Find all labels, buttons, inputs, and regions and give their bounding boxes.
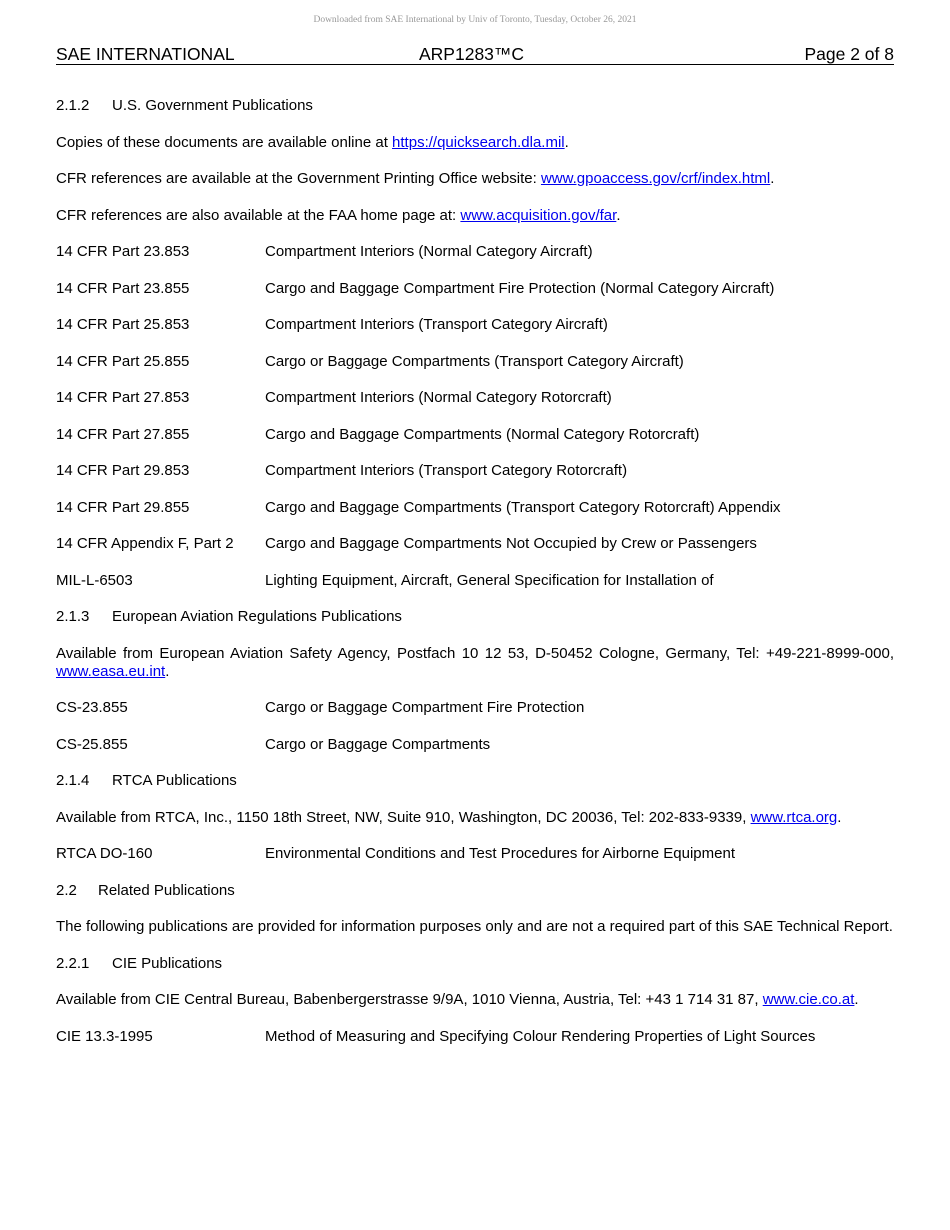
section-title: Related Publications	[98, 881, 235, 899]
reference-title: Cargo and Baggage Compartments Not Occupied by Crew or Passengers	[265, 535, 757, 552]
period: .	[837, 808, 842, 826]
header-page-number: Page 2 of 8	[804, 44, 894, 64]
reference-row	[56, 499, 894, 517]
paragraph-text: CFR references are also available at the FAA home page at:	[56, 206, 461, 224]
reference-row	[56, 353, 894, 371]
paragraph-text: Available from RTCA, Inc., 1150 18th Street, NW, Suite 910, Washington, DC 20036, Tel: 202-833-9339,	[56, 808, 751, 826]
section-heading-2-2-1	[56, 955, 894, 973]
paragraph-text: The following publications are provided for information purposes only and are not a required part of this SAE Technical Report.	[56, 918, 893, 935]
paragraph	[56, 170, 894, 188]
reference-code: CIE 13.3-1995	[56, 1027, 153, 1045]
reference-row	[56, 426, 894, 444]
paragraph-text: CFR references are available at the Government Printing Office website:	[56, 170, 541, 187]
period: .	[165, 662, 170, 680]
reference-row	[56, 535, 894, 553]
period: .	[770, 170, 775, 187]
reference-code: 14 CFR Part 29.853	[56, 462, 190, 479]
page-header	[56, 44, 894, 65]
reference-code: 14 CFR Part 29.855	[56, 498, 190, 516]
reference-title: Compartment Interiors (Transport Category Aircraft)	[265, 316, 608, 333]
section-number: 2.2	[56, 881, 77, 899]
reference-code: 14 CFR Part 25.853	[56, 316, 190, 333]
reference-row	[56, 243, 894, 261]
section-number: 2.1.3	[56, 608, 90, 625]
reference-code: 14 CFR Part 23.853	[56, 243, 190, 260]
section-heading-2-2	[56, 882, 894, 900]
reference-code: 14 CFR Part 27.855	[56, 425, 190, 443]
section-heading-2-1-2	[56, 97, 894, 115]
header-org: SAE INTERNATIONAL	[56, 44, 235, 64]
section-title: RTCA Publications	[112, 772, 237, 789]
reference-code: CS-23.855	[56, 699, 128, 716]
paragraph-text: Available from CIE Central Bureau, Babenbergerstrasse 9/9A, 1010 Vienna, Austria, Tel: +43 1 714 31 87,	[56, 991, 763, 1008]
reference-code: RTCA DO-160	[56, 845, 153, 862]
reference-row	[56, 699, 894, 717]
reference-title: Compartment Interiors (Normal Category Rotorcraft)	[265, 389, 612, 406]
paragraph	[56, 207, 894, 225]
quicksearch-link[interactable]: https://quicksearch.dla.mil	[392, 133, 565, 151]
header-doc-id: ARP1283™C	[419, 44, 525, 64]
reference-code: CS-25.855	[56, 735, 128, 753]
reference-code: MIL-L-6503	[56, 571, 133, 589]
reference-title: Cargo or Baggage Compartment Fire Protection	[265, 699, 585, 716]
reference-row	[56, 280, 894, 298]
reference-row	[56, 316, 894, 334]
reference-title: Cargo and Baggage Compartments (Normal Category Rotorcraft)	[265, 425, 700, 443]
paragraph	[56, 809, 894, 827]
section-heading-2-1-3	[56, 608, 894, 626]
rtca-link[interactable]: www.rtca.org	[750, 808, 838, 826]
paragraph	[56, 991, 894, 1009]
section-number: 2.1.2	[56, 97, 90, 114]
acquisition-link[interactable]: www.acquisition.gov/far	[460, 206, 617, 224]
section-title: CIE Publications	[112, 954, 223, 972]
reference-row	[56, 389, 894, 407]
reference-code: 14 CFR Part 25.855	[56, 352, 190, 370]
reference-title: Environmental Conditions and Test Procedures for Airborne Equipment	[265, 845, 735, 862]
reference-row	[56, 1028, 894, 1046]
reference-title: Method of Measuring and Specifying Colour Rendering Properties of Light Sources	[265, 1027, 816, 1045]
reference-code: 14 CFR Part 27.853	[56, 389, 190, 406]
paragraph	[56, 645, 894, 681]
paragraph	[56, 134, 894, 152]
reference-title: Compartment Interiors (Transport Category Rotorcraft)	[265, 462, 628, 479]
reference-row	[56, 736, 894, 754]
reference-code: 14 CFR Part 23.855	[56, 279, 190, 297]
reference-row	[56, 572, 894, 590]
section-heading-2-1-4	[56, 772, 894, 790]
paragraph-text: Available from European Aviation Safety Agency, Postfach 10 12 53, D-50452 Cologne, Germany, Tel: +49-221-8999-000,	[56, 644, 894, 662]
easa-link[interactable]: www.easa.eu.int	[56, 662, 166, 680]
section-title: U.S. Government Publications	[112, 97, 313, 114]
reference-title: Lighting Equipment, Aircraft, General Specification for Installation of	[265, 571, 714, 589]
paragraph-text: Copies of these documents are available online at	[56, 133, 393, 151]
reference-title: Cargo or Baggage Compartments	[265, 735, 491, 753]
cie-link[interactable]: www.cie.co.at	[762, 991, 855, 1008]
reference-row	[56, 845, 894, 863]
period: .	[854, 991, 859, 1008]
reference-title: Cargo or Baggage Compartments (Transport Category Aircraft)	[265, 352, 684, 370]
section-number: 2.2.1	[56, 954, 90, 972]
reference-row	[56, 462, 894, 480]
period: .	[564, 133, 569, 151]
reference-title: Cargo and Baggage Compartment Fire Protection (Normal Category Aircraft)	[265, 279, 775, 297]
section-title: European Aviation Regulations Publications	[112, 608, 402, 625]
paragraph	[56, 918, 894, 936]
section-number: 2.1.4	[56, 772, 90, 789]
reference-code: 14 CFR Appendix F, Part 2	[56, 535, 234, 552]
document-body	[56, 97, 894, 1064]
download-watermark: Downloaded from SAE International by Univ of Toronto, Tuesday, October 26, 2021	[313, 15, 637, 25]
gpoaccess-link[interactable]: www.gpoaccess.gov/crf/index.html	[540, 170, 771, 187]
reference-title: Cargo and Baggage Compartments (Transport Category Rotorcraft) Appendix	[265, 498, 781, 516]
period: .	[616, 206, 621, 224]
reference-title: Compartment Interiors (Normal Category Aircraft)	[265, 243, 593, 260]
